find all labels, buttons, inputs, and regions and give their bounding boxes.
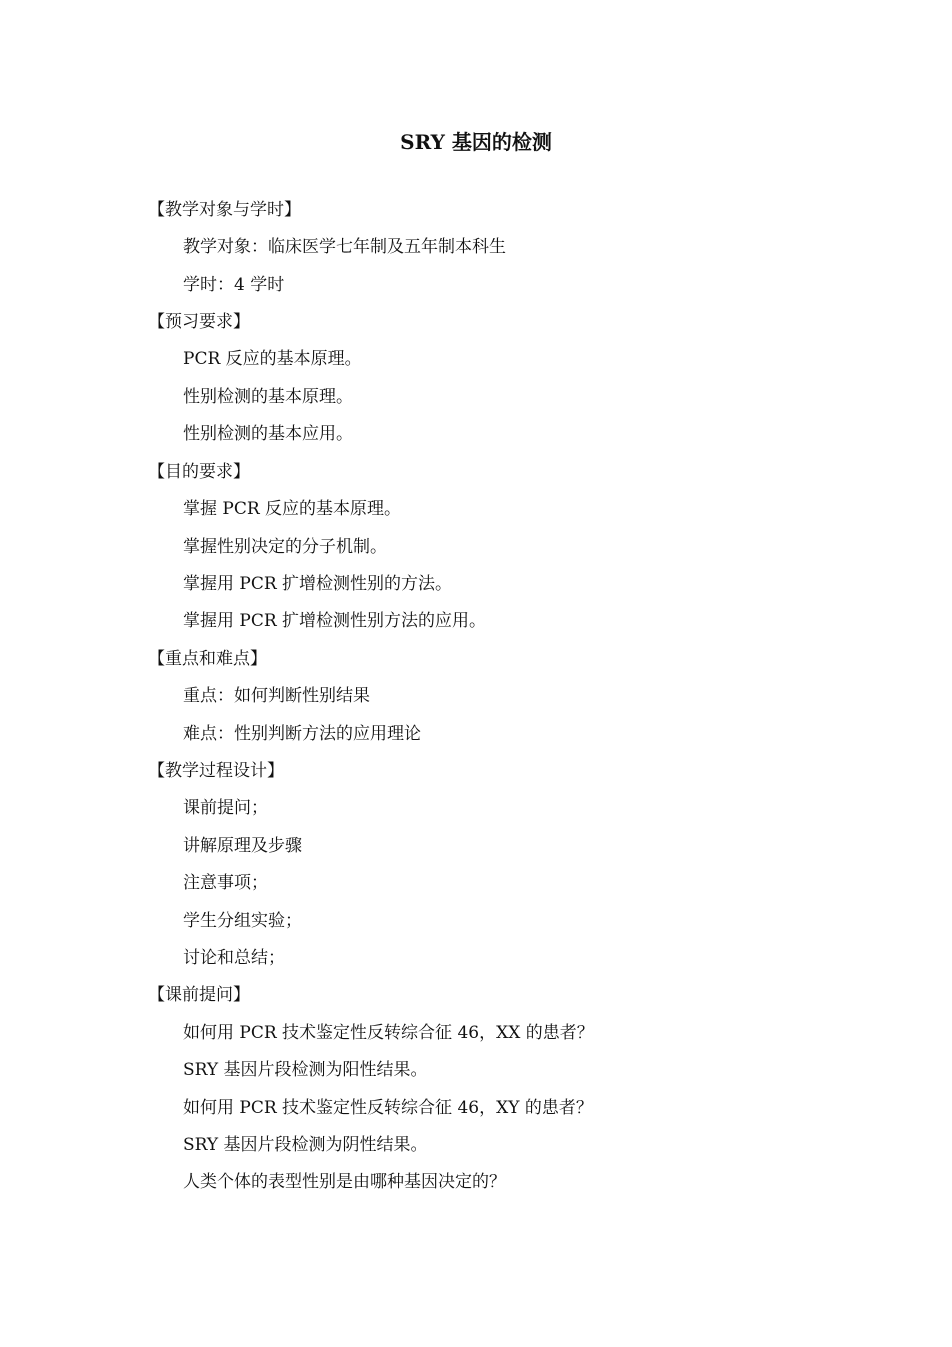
list-item: 教学对象：临床医学七年制及五年制本科生 [183, 237, 506, 257]
section-heading-process: 【教学过程设计】 [148, 761, 284, 781]
list-item: SRY 基因片段检测为阴性结果。 [183, 1135, 428, 1155]
list-item: 如何用 PCR 技术鉴定性反转综合征 46，XX 的患者？ [183, 1023, 594, 1043]
list-item: 讲解原理及步骤 [183, 836, 302, 856]
section-heading-objectives: 【目的要求】 [148, 462, 250, 482]
list-item: 如何用 PCR 技术鉴定性反转综合征 46，XY 的患者？ [183, 1098, 593, 1118]
list-item: 注意事项； [183, 873, 268, 893]
section-heading-questions: 【课前提问】 [148, 985, 250, 1005]
list-item: 掌握用 PCR 扩增检测性别的方法。 [183, 574, 453, 594]
list-item: 学生分组实验； [183, 911, 302, 931]
list-item: 学时：4 学时 [183, 275, 285, 295]
section-heading-key-points: 【重点和难点】 [148, 649, 267, 669]
list-item: 掌握性别决定的分子机制。 [183, 537, 387, 557]
list-item: 难点：性别判断方法的应用理论 [183, 724, 421, 744]
list-item: 课前提问； [183, 798, 268, 818]
list-item: 人类个体的表型性别是由哪种基因决定的？ [183, 1172, 506, 1192]
list-item: 掌握用 PCR 扩增检测性别方法的应用。 [183, 611, 487, 631]
page-title: SRY 基因的检测 [400, 130, 552, 154]
list-item: 讨论和总结； [183, 948, 285, 968]
list-item: 性别检测的基本原理。 [183, 387, 353, 407]
list-item: 性别检测的基本应用。 [183, 424, 353, 444]
list-item: SRY 基因片段检测为阳性结果。 [183, 1060, 428, 1080]
list-item: 掌握 PCR 反应的基本原理。 [183, 499, 402, 519]
section-heading-preview: 【预习要求】 [148, 312, 250, 332]
list-item: PCR 反应的基本原理。 [183, 349, 362, 369]
section-heading-teaching-target: 【教学对象与学时】 [148, 200, 301, 220]
list-item: 重点：如何判断性别结果 [183, 686, 370, 706]
